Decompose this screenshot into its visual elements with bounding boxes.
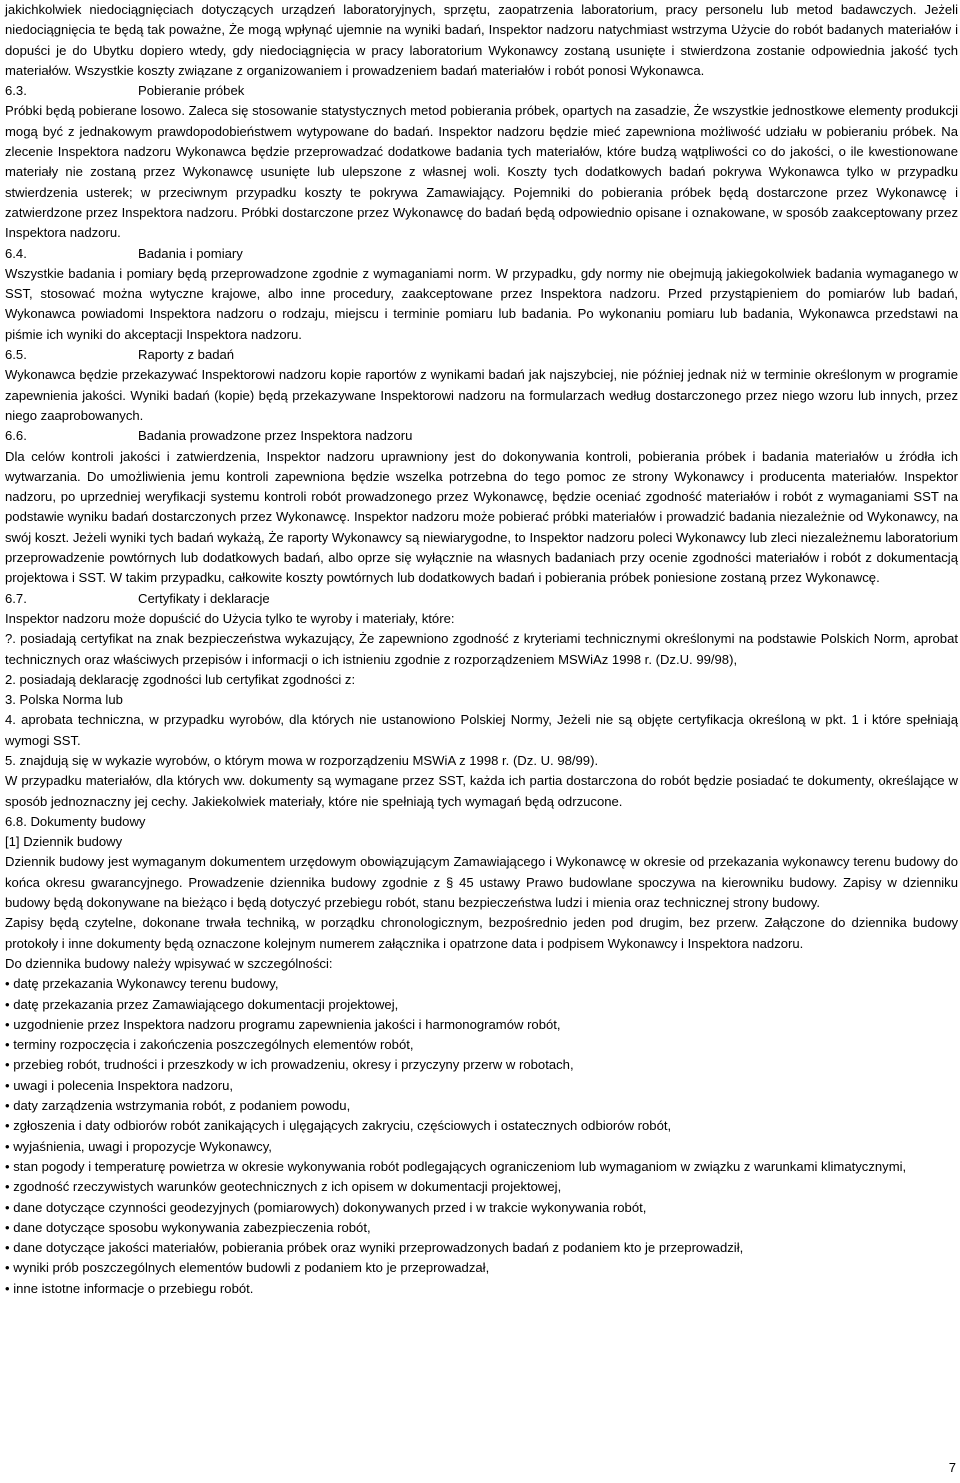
paragraph: • inne istotne informacje o przebiegu robót.: [5, 1280, 254, 1296]
section-number: 6.4.: [5, 245, 27, 261]
paragraph: • zgodność rzeczywistych warunków geotechnicznych z ich opisem w dokumentacji projektowej,: [5, 1179, 562, 1195]
paragraph: • stan pogody i temperaturę powietrza w okresie wykonywania robót podlegających ograniczeniom lub wymaganiom w związku z warunkami klimatycznymi,: [5, 1158, 907, 1174]
document-page: [5, 0, 958, 1299]
paragraph: • wyniki prób poszczególnych elementów budowli z podaniem kto je przeprowadzał,: [5, 1260, 490, 1276]
paragraph: Inspektor nadzoru może dopuścić do Użycia tylko te wyroby i materiały, które:: [5, 610, 455, 626]
section-heading: [5, 426, 958, 446]
paragraph: [1] Dziennik budowy: [5, 834, 123, 850]
section-title: Certyfikaty i deklaracje: [138, 590, 270, 606]
paragraph: • zgłoszenia i daty odbiorów robót zanikających i ulęgających zakryciu, częściowych i ostatecznych odbiorów robót,: [5, 1118, 672, 1134]
paragraph: • terminy rozpoczęcia i zakończenia poszczególnych elementów robót,: [5, 1037, 414, 1053]
paragraph: 4. aprobata techniczna, w przypadku wyrobów, dla których nie ustanowiono Polskiej Normy, Jeżeli nie są objęte certyfikacja określoną w pkt. 1 i które spełniają wymogi SST.: [5, 712, 958, 748]
section-title: Badania i pomiary: [138, 245, 243, 261]
paragraph: • dane dotyczące jakości materiałów, pobierania próbek oraz wyniki przeprowadzonych badań z podaniem kto je przeprowadził,: [5, 1240, 744, 1256]
paragraph: • wyjaśnienia, uwagi i propozycje Wykonawcy,: [5, 1138, 272, 1154]
paragraph: • przebieg robót, trudności i przeszkody w ich prowadzeniu, okresy i przyczyny przerw w robotach,: [5, 1057, 574, 1073]
paragraph: • datę przekazania przez Zamawiającego dokumentacji projektowej,: [5, 996, 399, 1012]
section-number: 6.6.: [5, 428, 27, 444]
paragraph: Wszystkie badania i pomiary będą przeprowadzone zgodnie z wymaganiami norm. W przypadku, gdy normy nie obejmują jakiegokolwiek badania wymaganego w SST, stosować można wytyczne krajowe, albo inne procedury, zaakceptowane przez Inspektora nadzoru. Przed przystąpieniem do pomiarów lub badań, Wykonawca powiadomi Inspektora nadzoru o rodzaju, miejscu i terminie pomiaru lub badania. Po wykonaniu pomiaru lub badania, Wykonawca przedstawi na piśmie ich wyniki do akceptacji Inspektora nadzoru.: [5, 265, 958, 342]
paragraph: 2. posiadają deklarację zgodności lub certyfikat zgodności z:: [5, 671, 356, 687]
paragraph: 3. Polska Norma lub: [5, 692, 123, 708]
paragraph: • uwagi i polecenia Inspektora nadzoru,: [5, 1077, 234, 1093]
paragraph: jakichkolwiek niedociągnięciach dotyczących urządzeń laboratoryjnych, sprzętu, zaopatrzenia laboratorium, pracy personelu lub metod badawczych. Jeżeli niedociągnięcia te będą tak poważne, Że mogą wpłynąć ujemnie na wyniki badań, Inspektor nadzoru natychmiast wstrzyma Użycie do robót badanych materiałów i dopuści je do Ubytku dopiero wtedy, gdy niedociągnięcia w pracy laboratorium Wykonawcy zostaną usunięte i stwierdzona zostanie odpowiednia jakość tych materiałów. Wszystkie koszty związane z organizowaniem i prowadzeniem badań materiałów i robót ponosi Wykonawca.: [5, 2, 958, 78]
page-number: 7: [948, 1460, 956, 1475]
paragraph: • daty zarządzenia wstrzymania robót, z podaniem powodu,: [5, 1098, 351, 1114]
paragraph: Do dziennika budowy należy wpisywać w szczególności:: [5, 955, 333, 971]
section-heading: [5, 244, 958, 264]
section-number: 6.7.: [5, 590, 27, 606]
section-title: Raporty z badań: [138, 347, 235, 363]
paragraph: • uzgodnienie przez Inspektora nadzoru programu zapewnienia jakości i harmonogramów robót,: [5, 1016, 561, 1032]
paragraph: • datę przekazania Wykonawcy terenu budowy,: [5, 976, 279, 992]
paragraph: ?. posiadają certyfikat na znak bezpieczeństwa wykazujący, Że zapewniono zgodność z kryteriami technicznymi określonymi na podstawie Polskich Norm, aprobat technicznych oraz właściwych przepisów i informacji o ich istnieniu zgodnie z rozporządzeniem MSWiAz 1998 r. (Dz.U. 99/98),: [5, 631, 958, 667]
section-heading: [5, 81, 958, 101]
section-title: Pobieranie próbek: [138, 83, 245, 99]
section-number: 6.5.: [5, 347, 27, 363]
paragraph: • dane dotyczące sposobu wykonywania zabezpieczenia robót,: [5, 1219, 371, 1235]
paragraph: 6.8. Dokumenty budowy: [5, 813, 146, 829]
paragraph: Wykonawca będzie przekazywać Inspektorowi nadzoru kopie raportów z wynikami badań jak najszybciej, nie później jednak niż w terminie określonym w programie zapewnienia jakości. Wyniki badań (kopie) będą przekazywane Inspektorowi nadzoru na formularzach według dostarczonego przez niego wzoru lub innych, przez niego zaaprobowanych.: [5, 367, 958, 423]
paragraph: Dla celów kontroli jakości i zatwierdzenia, Inspektor nadzoru uprawniony jest do dokonywania kontroli, pobierania próbek i badania materiałów u źródła ich wytwarzania. Do umożliwienia jemu kontroli zapewniona będzie wszelka potrzebna do tego pomoc ze strony Wykonawcy i producenta materiałów. Inspektor nadzoru, po uprzedniej weryfikacji systemu kontroli robót prowadzonego przez Wykonawcę, będzie oceniać zgodność materiałów i robót z wymaganiami SST na podstawie wyniku badań dostarczonych przez Wykonawcę. Inspektor nadzoru może pobierać próbki materiałów i prowadzić badania niezależnie od Wykonawcy, na swój koszt. Jeżeli wyniki tych badań wykażą, Że raporty Wykonawcy są niewiarygodne, to Inspektor nadzoru poleci Wykonawcy lub zleci niezależnemu laboratorium przeprowadzenie powtórnych lub dodatkowych badań, albo oprze się wyłącznie na własnych badaniach przy ocenie zgodności materiałów i robót z dokumentacją projektowa i SST. W takim przypadku, całkowite koszty powtórnych lub dodatkowych badań i pobierania próbek poniesione zostaną przez Wykonawcę.: [5, 448, 958, 586]
paragraph: Dziennik budowy jest wymaganym dokumentem urzędowym obowiązującym Zamawiającego i Wykonawcę w okresie od przekazania wykonawcy terenu budowy do końca okresu gwarancyjnego. Prowadzenie dziennika budowy zgodnie z § 45 ustawy Prawo budowlane spoczywa na kierowniku budowy. Zapisy w dzienniku budowy będą dokonywane na bieżąco i będą dotyczyć przebiegu robót, stanu bezpieczeństwa ludzi i mienia oraz technicznej strony budowy.: [5, 854, 958, 911]
section-number: 6.3.: [5, 83, 27, 99]
paragraph: • dane dotyczące czynności geodezyjnych (pomiarowych) dokonywanych przed i w trakcie wykonywania robót,: [5, 1199, 647, 1215]
paragraph: W przypadku materiałów, dla których ww. dokumenty są wymagane przez SST, każda ich partia dostarczona do robót będzie posiadać te dokumenty, określające w sposób jednoznaczny jej cechy. Jakiekolwiek materiały, które nie spełniają tych wymagań będą odrzucone.: [5, 773, 958, 809]
section-title: Badania prowadzone przez Inspektora nadzoru: [138, 428, 413, 444]
section-heading: [5, 589, 958, 609]
paragraph: Zapisy będą czytelne, dokonane trwała techniką, w porządku chronologicznym, bezpośrednio jeden pod drugim, bez przerw. Załączone do dziennika budowy protokoły i inne dokumenty będą oznaczone kolejnym numerem załącznika i opatrzone data i podpisem Wykonawcy i Inspektora nadzoru.: [5, 915, 958, 951]
section-heading: [5, 345, 958, 365]
paragraph: Próbki będą pobierane losowo. Zaleca się stosowanie statystycznych metod pobierania próbek, opartych na zasadzie, Że wszystkie jednostkowe elementy produkcji mogą być z jednakowym prawdopodobieństwem wytypowane do badań. Inspektor nadzoru będzie mieć zapewniona możliwość udziału w pobieraniu próbek. Na zlecenie Inspektora nadzoru Wykonawca będzie przeprowadzać dodatkowe badania tych materiałów, które budzą wątpliwości co do jakości, o ile kwestionowane materiały nie zostaną przez Wykonawcę usunięte lub ulepszone z własnej woli. Koszty tych dodatkowych badań pokrywa Wykonawca tylko w przypadku stwierdzenia usterek; w przeciwnym przypadku koszty te pokrywa Zamawiający. Pojemniki do pobierania próbek będą dostarczone przez Wykonawcę i zatwierdzone przez Inspektora nadzoru. Próbki dostarczone przez Wykonawcę do badań będą odpowiednio opisane i oznakowane, w sposób zaakceptowany przez Inspektora nadzoru.: [5, 103, 958, 241]
paragraph: 5. znajdują się w wykazie wyrobów, o którym mowa w rozporządzeniu MSWiA z 1998 r. (Dz. U. 98/99).: [5, 752, 599, 768]
